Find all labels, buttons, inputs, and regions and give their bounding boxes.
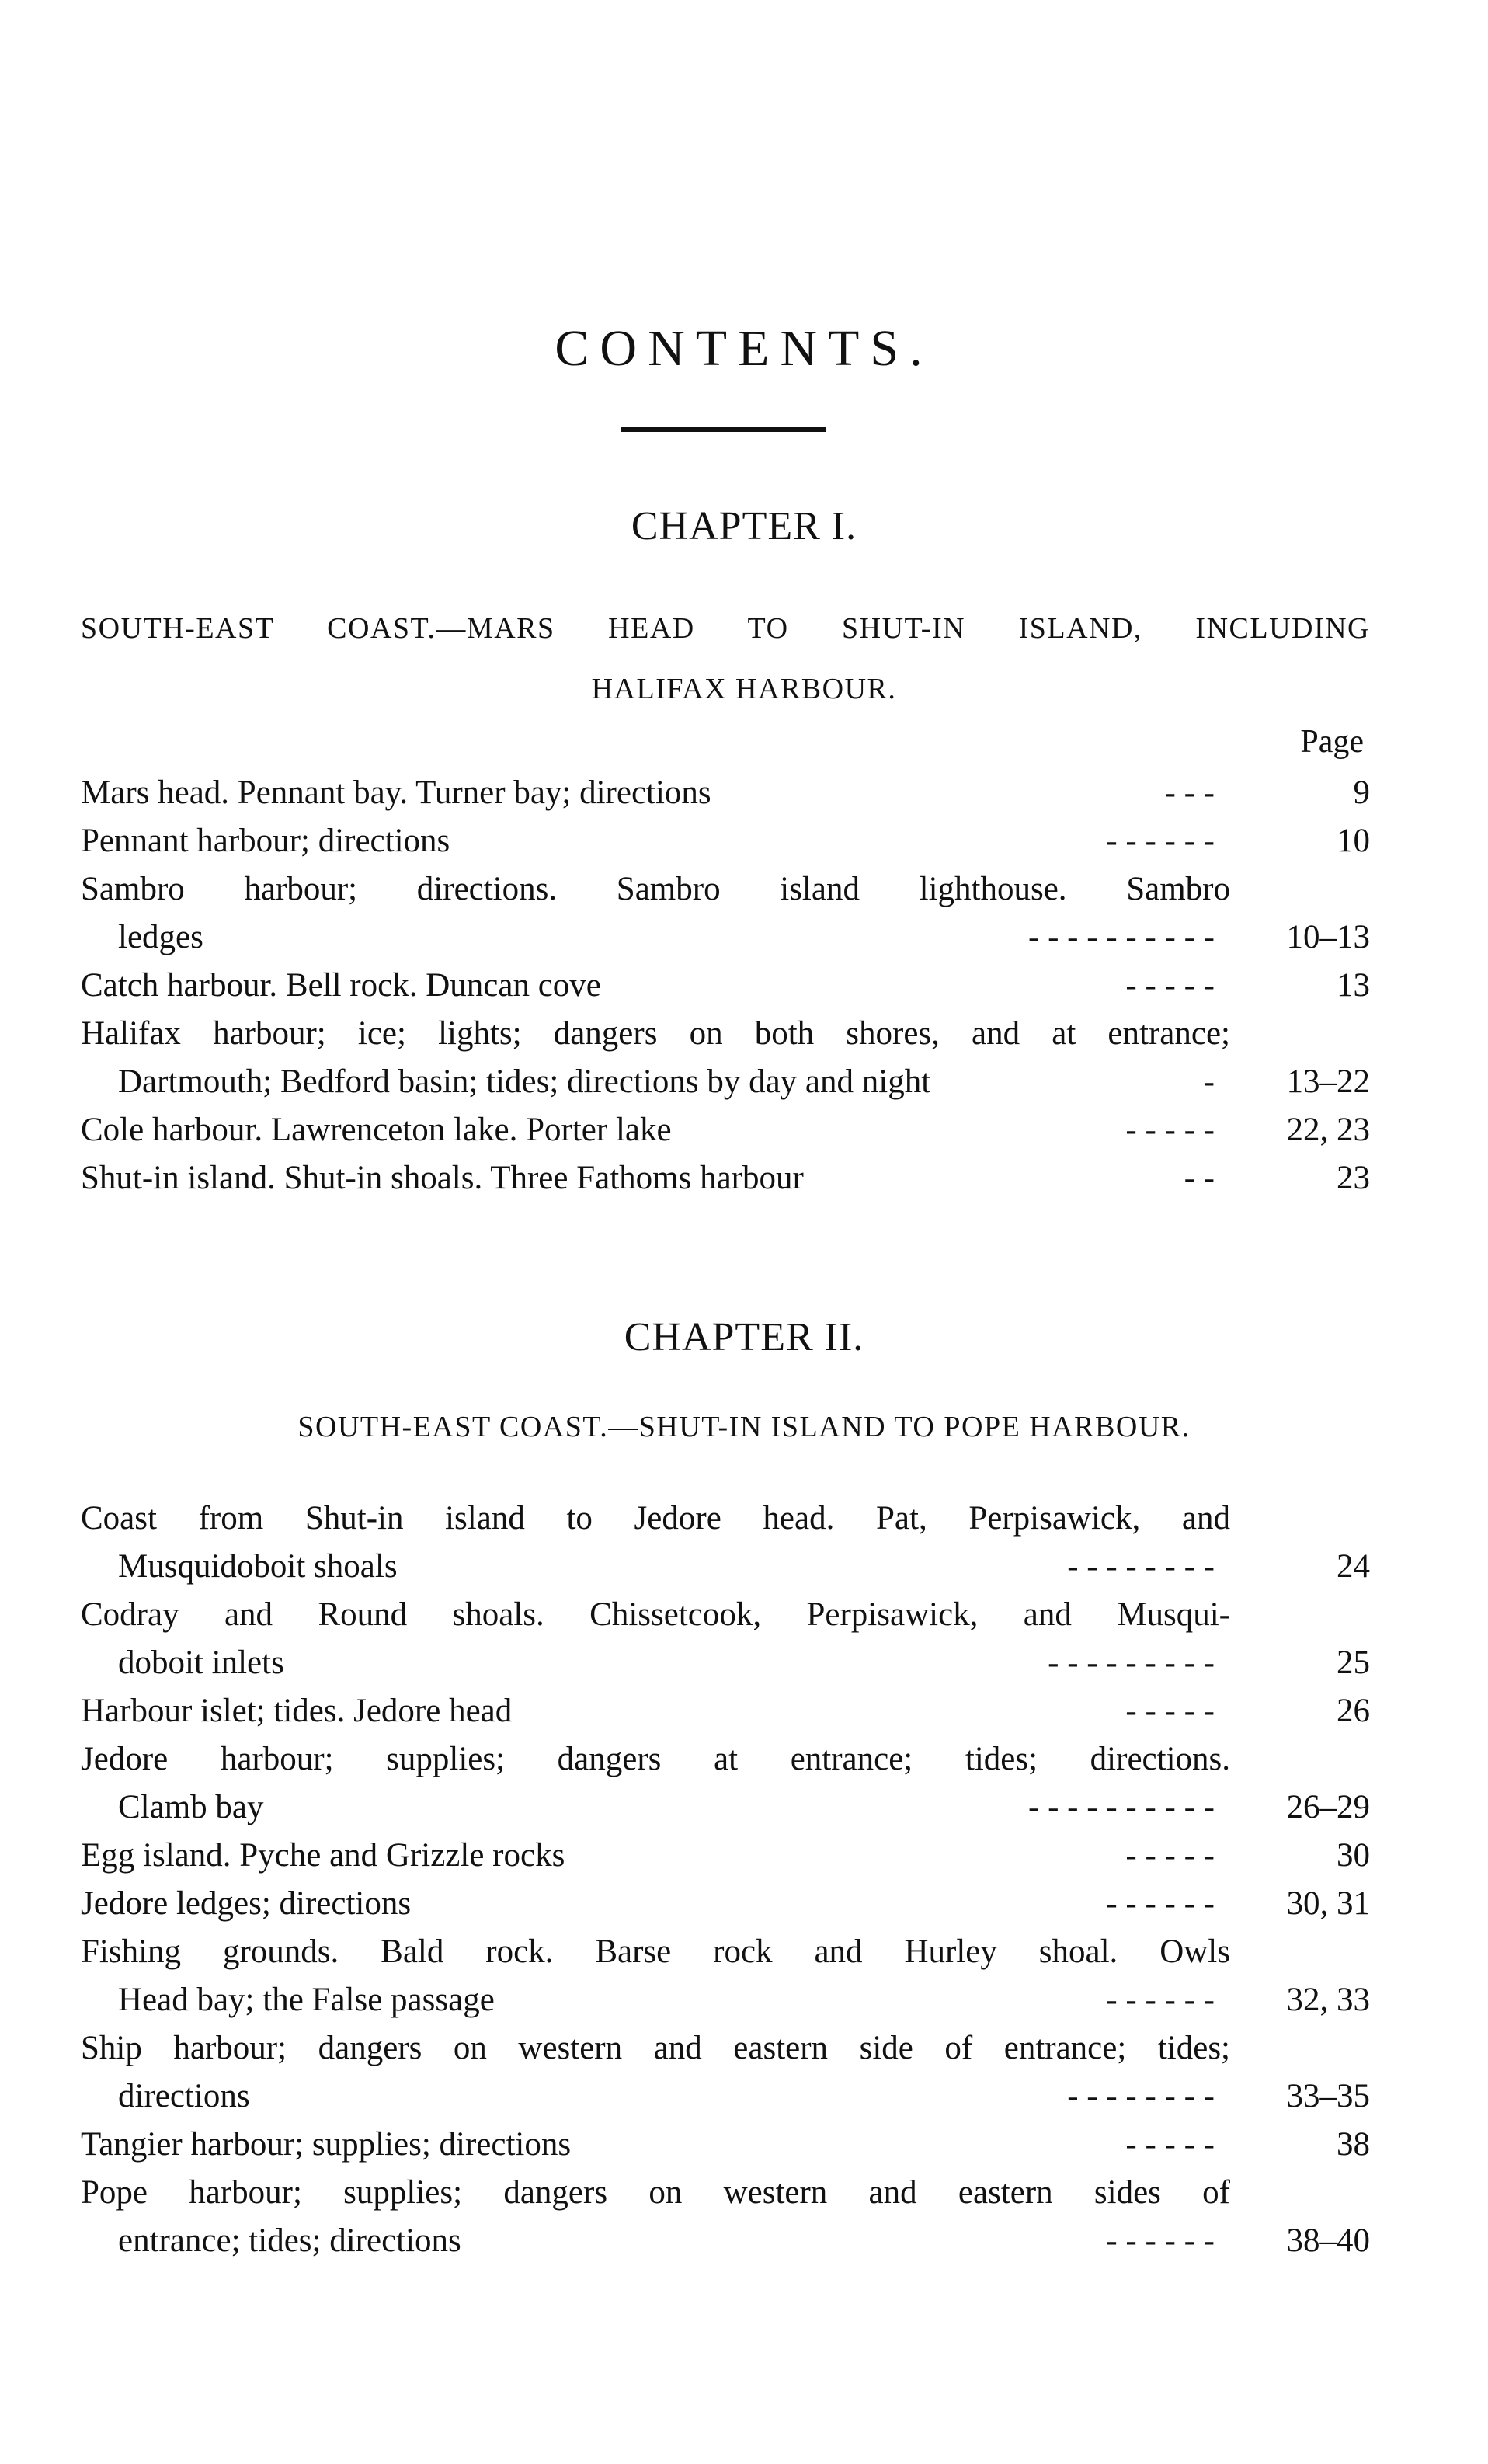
page-number: 33–35 [1286,2078,1370,2114]
title-rule [621,427,826,432]
page-number: 24 [1337,1548,1370,1585]
page-number: 32, 33 [1286,1982,1370,2018]
page-number: 38–40 [1286,2222,1370,2259]
entry-text-continued: entrance; tides; directions [118,2222,461,2259]
leader-dots: - - - - - - - - - - [1028,1789,1215,1825]
page-number: 10–13 [1286,919,1370,955]
chapter-2-subtitle-line-1: SOUTH-EAST COAST.—SHUT-IN ISLAND TO POPE HARBOUR. [297,1411,1191,1443]
entry-text: Jedore harbour; supplies; dangers at entrance; tides; directions. [81,1741,1230,1777]
contents-title: CONTENTS. [555,320,933,377]
leader-dots: - - - - - [1125,1112,1215,1148]
page-number: 26 [1337,1693,1370,1729]
entry-text: Ship harbour; dangers on western and eastern side of entrance; tides; [81,2030,1230,2066]
entry-text-continued: Clamb bay [118,1789,264,1825]
entry-text-continued: Dartmouth; Bedford basin; tides; directions by day and night [118,1063,931,1100]
page-number: 13 [1337,967,1370,1004]
entry-text: Shut-in island. Shut-in shoals. Three Fathoms harbour [81,1160,804,1196]
toc-entry [81,1154,1370,1202]
leader-dots: - - - - - - [1106,2222,1215,2259]
chapter-1-entries [81,769,1370,1202]
entry-text: Coast from Shut-in island to Jedore head. Pat, Perpisawick, and [81,1500,1230,1537]
leader-dots: - - - - - - [1106,1885,1215,1922]
entry-text: Catch harbour. Bell rock. Duncan cove [81,967,601,1004]
toc-entry [81,962,1370,1010]
page-number: 22, 23 [1286,1112,1370,1148]
toc-entry [81,1106,1370,1154]
entry-text: Sambro harbour; directions. Sambro island lighthouse. Sambro [81,871,1230,907]
page-number: 23 [1337,1160,1370,1196]
leader-dots: - - - - - - - - - - [1028,919,1215,955]
entry-text: Halifax harbour; ice; lights; dangers on both shores, and at entrance; [81,1015,1230,1052]
page-number: 25 [1337,1644,1370,1681]
toc-entry [81,769,1370,817]
leader-dots: - - - - - [1125,1837,1215,1874]
entry-text: Egg island. Pyche and Grizzle rocks [81,1837,565,1874]
leader-dots: - - - - - [1125,2126,1215,2163]
entry-text: Codray and Round shoals. Chissetcook, Perpisawick, and Musqui- [81,1596,1230,1633]
toc-entry [81,1687,1370,1735]
toc-entry [81,2024,1370,2121]
entry-text-continued: Head bay; the False passage [118,1982,495,2018]
page-column-label: Page [1300,724,1364,760]
toc-entry [81,865,1370,962]
entry-text-continued: directions [118,2078,250,2114]
leader-dots: - - - - - - - - - [1048,1644,1215,1681]
toc-entry [81,2121,1370,2169]
toc-entry [81,1735,1370,1832]
page-number: 10 [1337,823,1370,859]
toc-entry [81,1880,1370,1928]
entry-text: Pennant harbour; directions [81,823,450,859]
entry-text: Tangier harbour; supplies; directions [81,2126,572,2163]
leader-dots: - - - - - - - - [1067,1548,1215,1585]
entry-text: Mars head. Pennant bay. Turner bay; directions [81,774,711,811]
entry-text: Harbour islet; tides. Jedore head [81,1693,513,1729]
leader-dots: - - - - - [1125,1693,1215,1729]
chapter-1-subtitle-line-1: SOUTH-EAST COAST.—MARS HEAD TO SHUT-IN ISLAND, INCLUDING [81,612,1370,645]
leader-dots: - - - - - - - - [1067,2078,1215,2114]
entry-text: Jedore ledges; directions [81,1885,412,1922]
page-number: 30 [1337,1837,1370,1874]
toc-entry [81,1928,1370,2024]
chapter-2-heading: CHAPTER II. [624,1315,864,1359]
entry-text: Fishing grounds. Bald rock. Barse rock and Hurley shoal. Owls [81,1933,1230,1970]
toc-entry [81,1495,1370,1591]
chapter-1-heading: CHAPTER I. [631,504,857,548]
leader-dots: - [1203,1063,1215,1100]
page-number: 9 [1353,774,1370,811]
leader-dots: - - - - - - [1106,1982,1215,2018]
entry-text-continued: doboit inlets [118,1644,284,1681]
leader-dots: - - - - - [1125,967,1215,1004]
page-number: 38 [1337,2126,1370,2163]
toc-entry [81,1832,1370,1880]
chapter-1-subtitle-line-2: HALIFAX HARBOUR. [591,673,897,705]
page-number: 26–29 [1286,1789,1370,1825]
toc-entry [81,817,1370,865]
entry-text: Pope harbour; supplies; dangers on western and eastern sides of [81,2174,1230,2211]
leader-dots: - - [1184,1160,1215,1196]
entry-text-continued: Musquidoboit shoals [118,1548,398,1585]
chapter-2-entries [81,1495,1370,2265]
page-number: 30, 31 [1286,1885,1370,1922]
page-number: 13–22 [1286,1063,1370,1100]
leader-dots: - - - - - - [1106,823,1215,859]
toc-entry [81,1591,1370,1687]
toc-entry [81,1010,1370,1106]
leader-dots: - - - [1164,774,1215,811]
entry-text: Cole harbour. Lawrenceton lake. Porter lake [81,1112,672,1148]
toc-entry [81,2169,1370,2265]
entry-text-continued: ledges [118,919,203,955]
